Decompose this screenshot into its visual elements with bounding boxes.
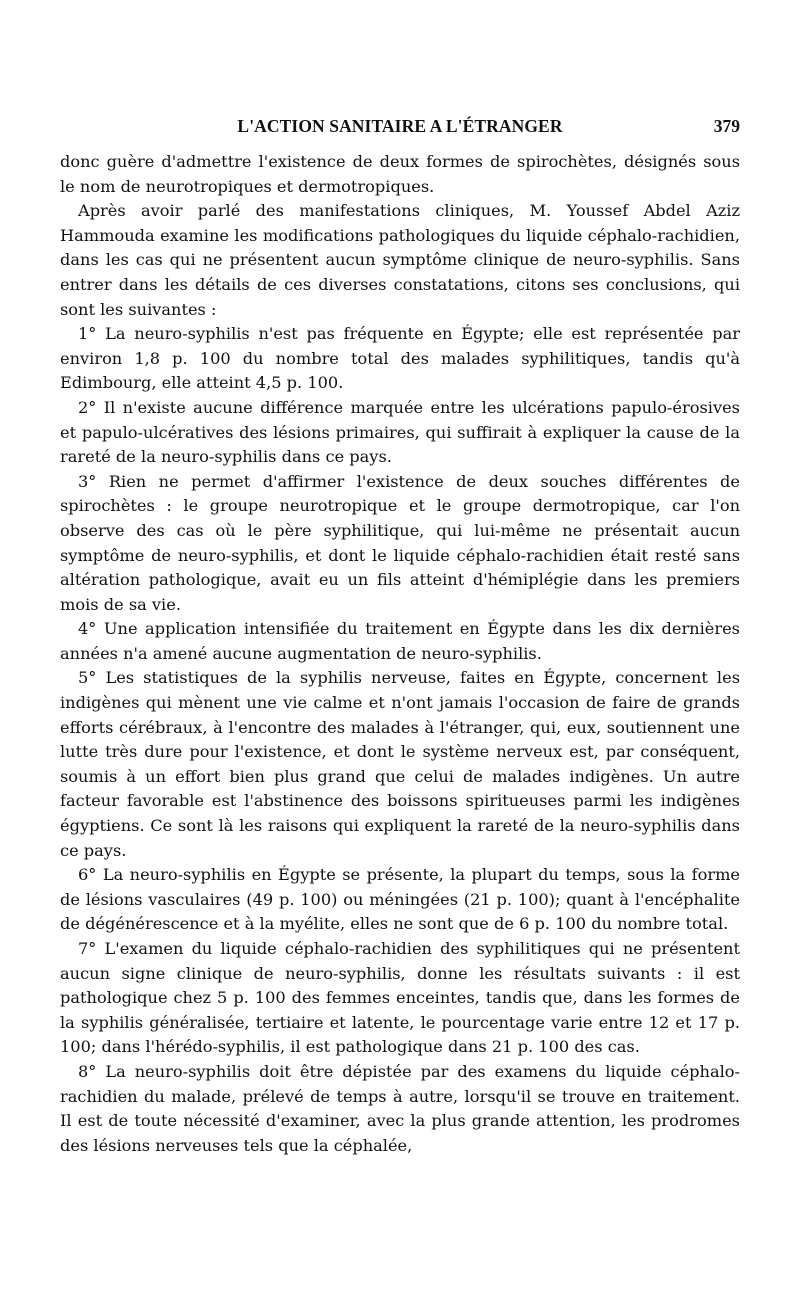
- body-text: [60, 150, 740, 1158]
- conclusion-1: 1° La neuro-syphilis n'est pas fréquente en Égypte; elle est représentée par environ 1,8 p. 100 du nombre total des malades syphilitiques, tandis qu'à Edimbourg, elle atteint 4,5 p. 100.: [60, 324, 740, 393]
- conclusion-7: 7° L'examen du liquide céphalo-rachidien des syphilitiques qui ne présentent aucun signe clinique de neuro-syphilis, donne les résultats suivants : il est pathologique chez 5 p. 100 des femmes enceintes, tandis que, dans les formes de la syphilis généralisée, tertiaire et latente, le pourcentage varie entre 12 et 17 p. 100; dans l'hérédo-syphilis, il est pathologique dans 21 p. 100 des cas.: [60, 939, 740, 1057]
- conclusion-2: 2° Il n'existe aucune différence marquée entre les ulcérations papulo-érosives et papulo-ulcératives des lésions primaires, qui suffirait à expliquer la cause de la rareté de la neuro-syphilis dans ce pays.: [60, 397, 740, 467]
- conclusion-8: 8° La neuro-syphilis doit être dépistée par des examens du liquide céphalo-rachidien du malade, prélevé de temps à autre, lorsqu'il se trouve en traitement. Il est de toute nécessité d'examiner, avec la plus grande attention, les prodromes des lésions nerveuses tels que la céphalée,: [60, 1061, 740, 1155]
- conclusion-5: 5° Les statistiques de la syphilis nerveuse, faites en Égypte, concernent les indigènes qui mènent une vie calme et n'ont jamais l'occasion de faire de grands efforts cérébraux, à l'encontre des malades à l'étranger, qui, eux, soutiennent une lutte très dure pour l'existence, et dont le système nerveux est, par conséquent, soumis à un effort bien plus grand que celui de malades indigènes. Un autre facteur favorable est l'abstinence des boissons spiritueuses parmi les indigènes égyptiens. Ce sont là les raisons qui expliquent la rareté de la neuro-syphilis dans ce pays.: [60, 668, 740, 860]
- conclusion-6: 6° La neuro-syphilis en Égypte se présente, la plupart du temps, sous la forme de lésions vasculaires (49 p. 100) ou méningées (21 p. 100); quant à l'encéphalite de dégénérescence et à la myélite, elles ne sont que de 6 p. 100 du nombre total.: [60, 865, 740, 934]
- document-page: [60, 100, 740, 1158]
- paragraph-continuation: donc guère d'admettre l'existence de deux formes de spirochètes, désignés sous le nom de neurotropiques et dermotropiques.: [60, 152, 740, 196]
- conclusion-3: 3° Rien ne permet d'affirmer l'existence de deux souches différentes de spirochètes : le groupe neurotropique et le groupe dermotropique, car l'on observe des cas où le père syphilitique, qui lui-même ne présentait aucun symptôme de neuro-syphilis, et dont le liquide céphalo-rachidien était resté sans altération pathologique, avait eu un fils atteint d'hémiplégie dans les premiers mois de sa vie.: [60, 471, 740, 614]
- page-header: [60, 100, 740, 140]
- conclusion-4: 4° Une application intensifiée du traitement en Égypte dans les dix dernières années n'a amené aucune augmentation de neuro-syphilis.: [60, 619, 740, 663]
- running-title: L'ACTION SANITAIRE A L'ÉTRANGER: [237, 116, 563, 136]
- page-number: 379: [713, 116, 740, 136]
- paragraph-intro: Après avoir parlé des manifestations cliniques, M. Youssef Abdel Aziz Hammouda examine les modifications pathologiques du liquide céphalo-rachidien, dans les cas qui ne présentent aucun symptôme clinique de neuro-syphilis. Sans entrer dans les détails de ces diverses constatations, citons ses conclusions, qui sont les suivantes :: [60, 201, 740, 319]
